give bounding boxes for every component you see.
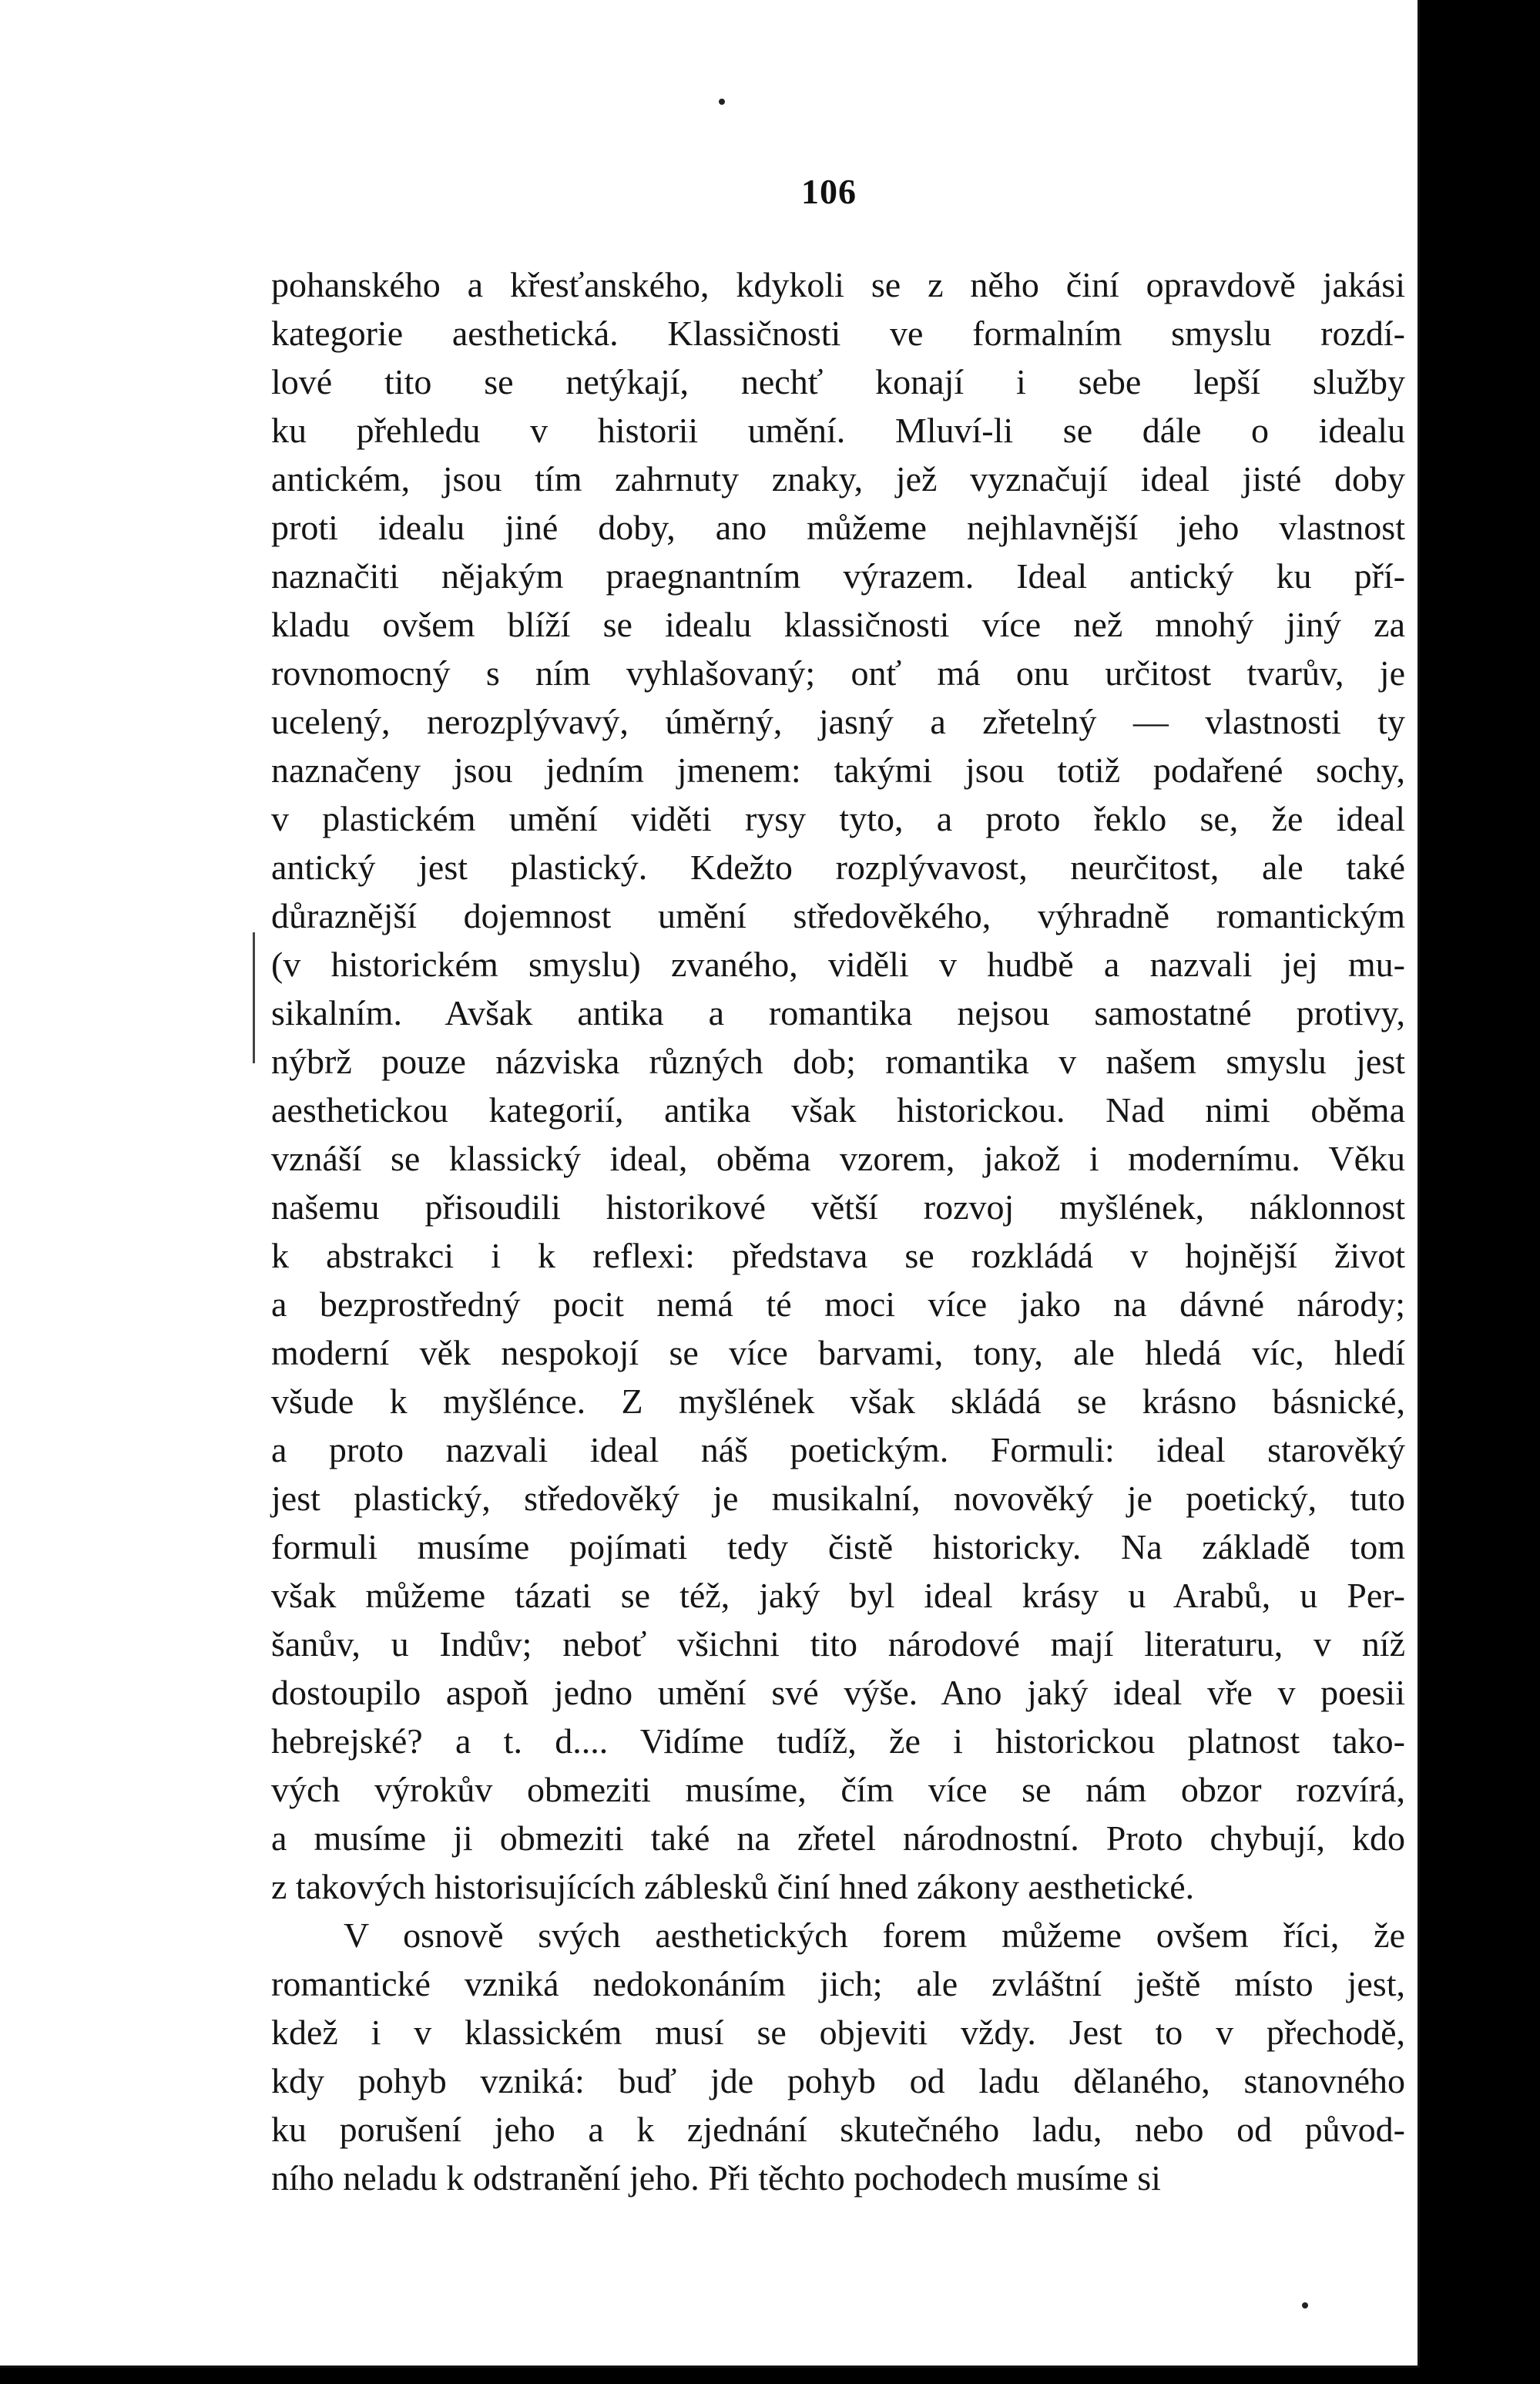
text-line: aesthetickou kategorií, antika však historickou. Nad nimi oběma: [271, 1090, 1405, 1130]
paragraph: [271, 260, 1405, 1911]
text-line: pohanského a křesťanského, kdykoli se z něho činí opravdově jakási: [271, 265, 1405, 304]
text-line: hebrejské? a t. d.... Vidíme tudíž, že i historickou platnost tako-: [271, 1721, 1405, 1761]
text-line: kladu ovšem blíží se idealu klassičnosti více než mnohý jiný za: [271, 605, 1405, 644]
margin-mark: [253, 932, 255, 1063]
text-line: z takových historisujících záblesků činí hned zákony aesthetické.: [271, 1867, 1195, 1906]
text-line: dostoupilo aspoň jedno umění své výše. Ano jaký ideal vře v poesii: [271, 1673, 1405, 1712]
text-line: kdy pohyb vzniká: buď jde pohyb od ladu dělaného, stanovného: [271, 2061, 1405, 2100]
specks: [1302, 2302, 1308, 2308]
text-line: V osnově svých aesthetických forem můžeme ovšem říci, že: [344, 1916, 1405, 1955]
text-line: a bezprostředný pocit nemá té moci více jako na dávné národy;: [271, 1284, 1405, 1324]
text-line: k abstrakci i k reflexi: představa se rozkládá v hojnější život: [271, 1236, 1405, 1275]
text-line: nýbrž pouze názviska různých dob; romantika v našem smyslu jest: [271, 1042, 1405, 1081]
text-line: antickém, jsou tím zahrnuty znaky, jež vyznačují ideal jisté doby: [271, 459, 1405, 499]
text-line: naznačiti nějakým praegnantním výrazem. Ideal antický ku pří-: [271, 556, 1405, 596]
text-line: našemu přisoudili historikové větší rozvoj myšlének, náklonnost: [271, 1187, 1405, 1227]
text-line: sikalním. Avšak antika a romantika nejsou samostatné protivy,: [271, 993, 1405, 1033]
text-line: naznačeny jsou jedním jmenem: takými jsou totiž podařené sochy,: [271, 750, 1405, 790]
text-line: rovnomocný s ním vyhlašovaný; onť má onu určitost tvarův, je: [271, 653, 1405, 693]
text-line: a proto nazvali ideal náš poetickým. Formuli: ideal starověký: [271, 1430, 1405, 1469]
text-line: vých výrokův obmeziti musíme, čím více se nám obzor rozvírá,: [271, 1770, 1405, 1809]
text-line: kategorie aesthetická. Klassičnosti ve formalním smyslu rozdí-: [271, 314, 1405, 353]
text-line: moderní věk nespokojí se více barvami, tony, ale hledá víc, hledí: [271, 1333, 1405, 1372]
text-line: formuli musíme pojímati tedy čistě historicky. Na základě tom: [271, 1527, 1405, 1566]
text-line: ního neladu k odstranění jeho. Při těchto pochodech musíme si: [271, 2158, 1161, 2198]
paragraph: [271, 1911, 1405, 2202]
text-line: šanův, u Indův; neboť všichni tito národové mají literaturu, v níž: [271, 1624, 1405, 1664]
text-line: důraznější dojemnost umění středověkého, výhradně romantickým: [271, 896, 1405, 935]
text-line: ku přehledu v historii umění. Mluví-li se dále o idealu: [271, 411, 1405, 450]
text-line: však můžeme tázati se též, jaký byl ideal krásy u Arabů, u Per-: [271, 1576, 1405, 1615]
text-line: lové tito se netýkají, nechť konají i sebe lepší služby: [271, 362, 1405, 401]
text-line: romantické vzniká nedokonáním jich; ale zvláštní ještě místo jest,: [271, 1964, 1405, 2003]
text-line: a musíme ji obmeziti také na zřetel národnostní. Proto chybují, kdo: [271, 1818, 1405, 1858]
text-line: všude k myšlénce. Z myšlének však skládá se krásno básnické,: [271, 1382, 1405, 1421]
text-line: (v historickém smyslu) zvaného, viděli v hudbě a nazvali jej mu-: [271, 945, 1405, 984]
text-line: kdež i v klassickém musí se objeviti vždy. Jest to v přechodě,: [271, 2013, 1405, 2052]
text-line: antický jest plastický. Kdežto rozplývavost, neurčitost, ale také: [271, 848, 1405, 887]
page-number: 106: [801, 172, 857, 211]
text-line: proti idealu jiné doby, ano můžeme nejhlavnější jeho vlastnost: [271, 508, 1405, 547]
body-text: [271, 260, 1405, 2202]
text-line: vznáší se klassický ideal, oběma vzorem, jakož i modernímu. Věku: [271, 1139, 1405, 1178]
specks: [719, 99, 725, 105]
text-line: ucelený, nerozplývavý, úměrný, jasný a zřetelný — vlastnosti ty: [271, 702, 1405, 741]
text-line: ku porušení jeho a k zjednání skutečného ladu, nebo od původ-: [271, 2110, 1405, 2149]
text-line: jest plastický, středověký je musikalní, novověký je poetický, tuto: [271, 1479, 1405, 1518]
text-line: v plastickém umění viděti rysy tyto, a proto řeklo se, že ideal: [271, 799, 1405, 838]
